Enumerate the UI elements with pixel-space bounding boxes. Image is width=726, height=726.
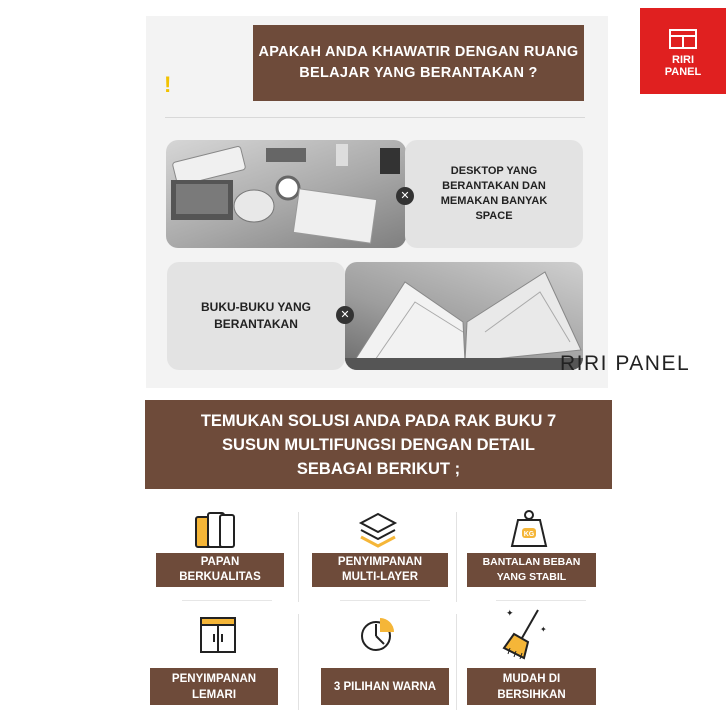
feature-text: PAPAN BERKUALITAS [179,556,261,583]
problem-card-books [167,262,345,370]
feature-text: PENYIMPANAN MULTI-LAYER [337,556,423,583]
weight-icon-text: KG [523,531,535,538]
question-banner [253,25,584,101]
feature-label [321,668,449,705]
feature-label [467,668,596,705]
broom-icon [500,604,548,664]
messy-desk-photo [166,140,406,248]
close-icon: ✕ [396,187,414,205]
feature-label [150,668,278,705]
layers-icon [358,510,398,550]
feature-text: PENYIMPANAN LEMARI [171,672,257,701]
logo-line-2: PANEL [664,66,702,78]
messy-books-photo [345,262,583,370]
solution-text: TEMUKAN SOLUSI ANDA PADA RAK BUKU 7 SUSUN MULTIFUNGSI DENGAN DETAIL SEBAGAI BERIKUT ; [200,411,557,478]
divider [340,600,430,601]
solution-banner [145,400,612,489]
open-book-illustration [345,262,583,370]
divider [298,614,299,710]
weight-icon [508,508,550,550]
divider [165,117,585,118]
problem-text: DESKTOP YANG BERANTAKAN DAN MEMAKAN BANYAK SPACE [440,165,548,222]
shelf-logo-icon [668,28,698,50]
pie-chart-icon [358,614,398,654]
close-icon: ✕ [336,306,354,324]
boards-icon [194,511,238,551]
divider [496,600,586,601]
svg-text:✦: ✦ [540,625,547,634]
divider [456,512,457,602]
feature-text: BANTALAN BEBAN YANG STABIL [482,556,581,583]
messy-desk-illustration [166,140,406,248]
feature-label [156,553,284,587]
divider [456,614,457,710]
feature-label [312,553,448,587]
brand-logo [640,8,726,94]
problem-text: BUKU-BUKU YANG BERANTAKAN [200,300,311,331]
feature-label [467,553,596,587]
svg-text:✦: ✦ [506,609,514,619]
feature-text: 3 PILIHAN WARNA [333,680,437,693]
cabinet-icon [198,616,238,656]
question-text: APAKAH ANDA KHAWATIR DENGAN RUANG BELAJAR YANG BERANTAKAN ? [258,44,579,81]
warning-icon: ! [164,72,172,97]
problem-card-desktop [405,140,583,248]
logo-line-1: RIRI [672,54,694,66]
brand-wordmark: RIRI PANEL [560,352,691,375]
feature-text: MUDAH DI BERSIHKAN [497,672,566,701]
divider [182,600,272,601]
divider [298,512,299,602]
